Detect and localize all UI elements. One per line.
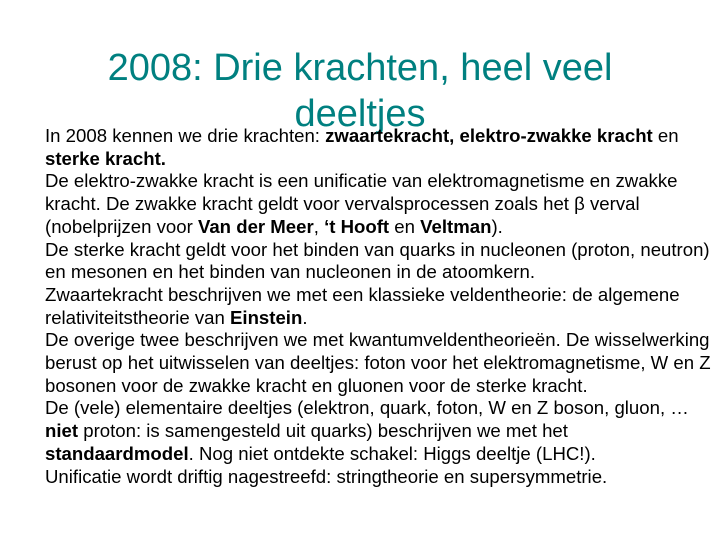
paragraph-forces xyxy=(45,125,717,170)
bold-run: ‘t Hooft xyxy=(324,215,390,237)
text-run: Unificatie wordt driftig nagestreefd: stringtheorie en supersymmetrie. xyxy=(45,465,608,487)
bold-run: Veltman xyxy=(420,215,492,237)
text-run: De sterke kracht geldt voor het binden van quarks in nucleonen (proton, neutron) en mesonen en het binden van nucleonen in de atoomkern. xyxy=(45,238,710,283)
bold-run: zwaartekracht, elektro-zwakke kracht xyxy=(325,125,653,146)
text-run: en xyxy=(652,125,679,146)
text-run: Zwaartekracht beschrijven we met een klassieke veldentheorie: de algemene relativiteitstheorie van xyxy=(45,283,680,328)
slide-title: 2008: Drie krachten, heel veel deeltjes xyxy=(107,47,613,136)
bold-run: Van der Meer xyxy=(197,215,314,237)
bold-run: niet xyxy=(45,420,79,442)
text-run: . xyxy=(302,306,308,328)
bold-run: sterke kracht. xyxy=(45,147,166,169)
paragraph-gravity xyxy=(45,284,717,329)
text-run: In 2008 kennen we drie krachten: xyxy=(45,125,326,146)
text-run: en xyxy=(389,215,421,237)
paragraph-standard-model xyxy=(45,397,717,465)
slide-body xyxy=(45,125,717,488)
text-run: De (vele) elementaire deeltjes (elektron, quark, foton, W en Z boson, gluon, … xyxy=(45,397,689,419)
paragraph-quantum-fields xyxy=(45,329,717,397)
bold-run: Einstein xyxy=(230,306,303,328)
text-run: ). xyxy=(491,215,503,237)
text-run: . Nog niet ontdekte schakel: Higgs deeltje (LHC!). xyxy=(188,442,596,464)
paragraph-electroweak xyxy=(45,170,717,238)
text-run: , xyxy=(313,215,325,237)
text-run: De elektro-zwakke kracht is een unificatie van elektromagnetisme en zwakke kracht. De zwakke kracht geldt voor vervalsprocessen zoals het β verval (nobelprijzen voor xyxy=(45,170,678,237)
paragraph-strong-force xyxy=(45,239,717,284)
text-run: proton: is samengesteld uit quarks) beschrijven we met het xyxy=(78,420,568,442)
paragraph-unification xyxy=(45,466,717,489)
text-run: De overige twee beschrijven we met kwantumveldentheorieën. De wisselwerking berust op het uitwisselen van deeltjes: foton voor het elektromagnetisme, W en Z bosonen voor de zwakke kracht en gluonen voor de sterke kracht. xyxy=(45,329,711,396)
bold-run: standaardmodel xyxy=(45,442,189,464)
